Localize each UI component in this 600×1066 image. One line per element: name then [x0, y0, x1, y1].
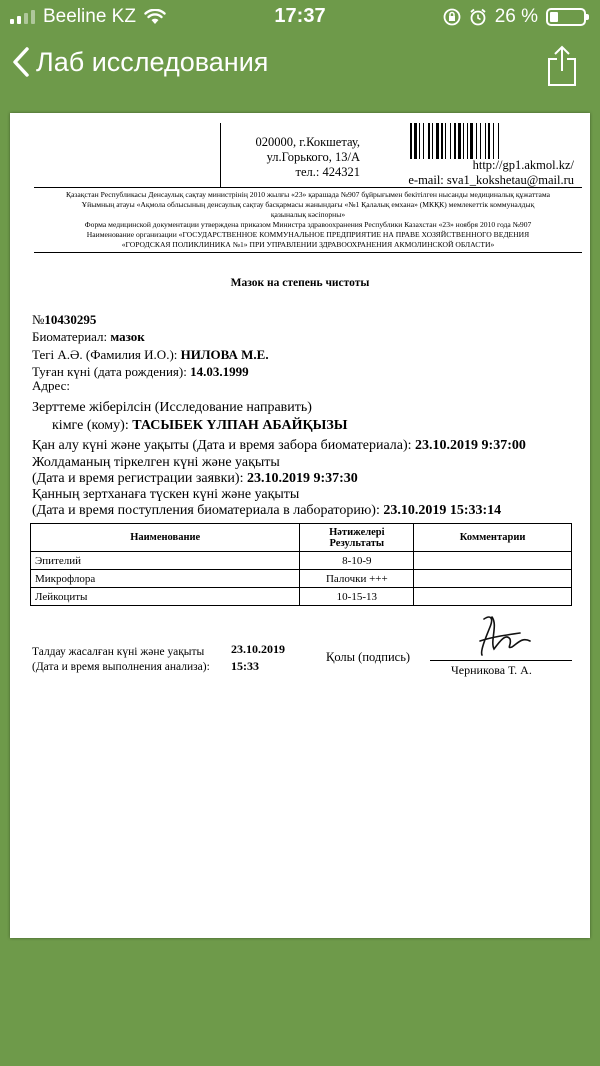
- referral-line: Зерттеме жіберілсін (Исследование направить): [32, 400, 312, 415]
- barcode-bar: [480, 123, 481, 159]
- test-result-cell: Палочки +++: [300, 570, 414, 588]
- lab-result-document[interactable]: [10, 113, 590, 938]
- registration-label: Жолдаманың тіркелген күні және уақыты: [32, 455, 280, 470]
- email-text: e-mail: sva1_kokshetau@mail.ru: [408, 173, 574, 187]
- status-bar: [0, 0, 600, 34]
- barcode-bar: [476, 123, 477, 159]
- test-name-cell: Эпителий: [31, 552, 300, 570]
- referral-to-line: кімге (кому): ТАСЫБЕК ҮЛПАН АБАЙҚЫЗЫ: [52, 418, 348, 433]
- chevron-left-icon: [12, 46, 30, 78]
- barcode-bar: [493, 123, 494, 159]
- barcode-bar: [410, 123, 412, 159]
- back-button[interactable]: [12, 46, 268, 78]
- barcode-bar: [470, 123, 473, 159]
- table-row: [31, 588, 572, 606]
- dob-line: Туған күні (дата рождения): 14.03.1999: [32, 364, 249, 379]
- header-rule: [34, 187, 582, 188]
- legal-header: Қазақстан Республикасы Денсаулық сақтау министрінің 2010 жылғы «23» қарашада №907 бұйрығымен бекітілген нысанды медициналық құжаттама Ұйымның атауы «Ақмола облысының денсаулық сақтау басқармасы жанындағы «№1 Қалалық емхана» (МКҚК) мемлекеттік коммуналдық қазыналық кәсіпорны» Форма медицинской документации утверждена приказом Министра здравоохранения Республики Казахстан «23» ноября 2010 года №907 Наименование организации «ГОСУДАРСТВЕННОЕ КОММУНАЛЬНОЕ ПРЕДПРИЯТИЕ НА ПРАВЕ ХОЗЯЙСТВЕННОГО ВЕДЕНИЯ «ГОРОДСКАЯ ПОЛИКЛИНИКА №1» ПРИ УПРАВЛЕНИИ ЗДРАВООХРАНЕНИЯ АКМОЛИНСКОЙ ОБЛАСТИ»: [66, 190, 550, 249]
- handwritten-signature: [472, 611, 552, 659]
- carrier-name: Beeline KZ: [43, 6, 136, 27]
- test-result-cell: 10-15-13: [300, 588, 414, 606]
- test-name-cell: Микрофлора: [31, 570, 300, 588]
- patient-line: Тегі А.Ә. (Фамилия И.О.): НИЛОВА М.Е.: [32, 347, 269, 362]
- barcode-bar: [423, 123, 424, 159]
- test-comment-cell: [414, 570, 572, 588]
- analysis-datetime-label: Талдау жасалған күні және уақыты (Дата и время выполнения анализа):: [32, 646, 210, 673]
- results-table: [30, 523, 572, 606]
- test-comment-cell: [414, 552, 572, 570]
- barcode-bar: [450, 123, 451, 159]
- alarm-icon: [469, 8, 487, 26]
- barcode-bar: [419, 123, 420, 159]
- biomaterial-line: Биоматериал: мазок: [32, 329, 145, 344]
- test-name-cell: Лейкоциты: [31, 588, 300, 606]
- column-header-result: Нәтижелері Результаты: [300, 524, 414, 552]
- barcode-bar: [463, 123, 464, 159]
- column-header-comment: Комментарии: [414, 524, 572, 552]
- test-result-cell: 8-10-9: [300, 552, 414, 570]
- arrival-label: Қанның зертханаға түскен күні және уақыты: [32, 487, 300, 502]
- barcode-bar: [454, 123, 456, 159]
- clinic-address: 020000, г.Кокшетау, ул.Горького, 13/А тел.: 424321: [255, 135, 360, 179]
- barcode-bar: [488, 123, 490, 159]
- battery-icon: [546, 8, 586, 26]
- signer-name: Черникова Т. А.: [451, 663, 532, 677]
- barcode-bar: [458, 123, 461, 159]
- barcode-bar: [498, 123, 499, 159]
- share-button[interactable]: [546, 44, 578, 93]
- barcode-bar: [414, 123, 417, 159]
- page-title: Лаб исследования: [36, 46, 269, 77]
- navigation-bar: [0, 34, 600, 100]
- share-icon: [546, 44, 578, 88]
- clinic-contacts: [390, 158, 574, 188]
- rotation-lock-icon: [443, 8, 461, 26]
- battery-percent: 26 %: [494, 6, 538, 27]
- barcode-bar: [436, 123, 439, 159]
- column-header-name: Наименование: [31, 524, 300, 552]
- registration-line: (Дата и время регистрации заявки): 23.10.2019 9:37:30: [32, 471, 358, 486]
- table-row: [31, 552, 572, 570]
- barcode-bar: [445, 123, 446, 159]
- barcode-image: [410, 123, 574, 159]
- table-header-row: [31, 524, 572, 552]
- clock: 17:37: [274, 5, 326, 27]
- collection-line: Қан алу күні және уақыты (Дата и время забора биоматериала): 23.10.2019 9:37:00: [32, 438, 526, 453]
- barcode-bar: [432, 123, 433, 159]
- sample-number: №10430295: [32, 312, 97, 327]
- test-comment-cell: [414, 588, 572, 606]
- barcode-bar: [441, 123, 443, 159]
- signature-label: Қолы (подпись): [326, 650, 411, 664]
- barcode-bar: [467, 123, 468, 159]
- legal-rule: [34, 252, 582, 253]
- barcode-bar: [428, 123, 430, 159]
- barcode-bar: [485, 123, 486, 159]
- arrival-line: (Дата и время поступления биоматериала в лабораторию): 23.10.2019 15:33:14: [32, 503, 502, 518]
- table-row: [31, 570, 572, 588]
- address-line: Адрес:: [32, 378, 70, 393]
- website-text: http://gp1.akmol.kz/: [472, 158, 574, 172]
- document-title: Мазок на степень чистоты: [230, 277, 370, 289]
- analysis-datetime-value: 23.10.2019 15:33: [231, 642, 285, 673]
- signature-line: [430, 660, 572, 661]
